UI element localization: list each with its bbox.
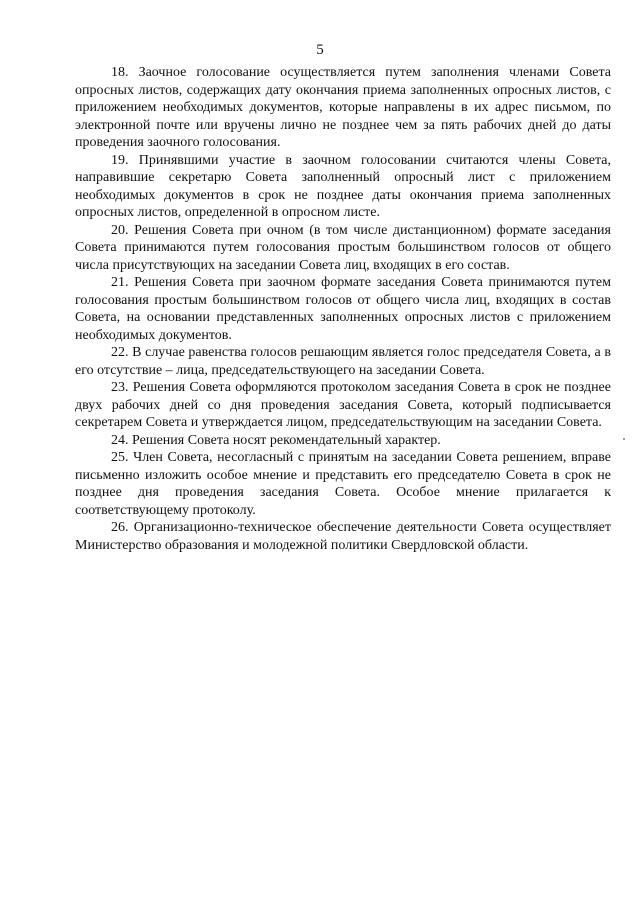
paragraph-25: 25. Член Совета, несогласный с принятым на заседании Совета решением, вправе письменно изложить особое мнение и представить его председателю Совета в срок не позднее дня проведения заседания Совета. Особое мнение прилагается к соответствующему протоколу. (75, 450, 611, 518)
paragraph-23: 23. Решения Совета оформляются протоколом заседания Совета в срок не позднее двух рабочих дней со дня проведения заседания Совета, который подписывается секретарем Совета и утверждается лицом, председательствующим на заседании Совета. (75, 380, 611, 430)
paragraph-18: 18. Заочное голосование осуществляется путем заполнения членами Совета опросных листов, содержащих дату окончания приема заполненных опросных листов, с приложением необходимых документов, которые направлены в их адрес письмом, по электронной почте или вручены лично не позднее чем за пять рабочих дней до даты проведения заочного голосования. (75, 65, 611, 150)
page-number: 5 (316, 42, 324, 58)
paragraph-22: 22. В случае равенства голосов решающим является голос председателя Совета, а в его отсутствие – лица, председательствующего на заседании Совета. (75, 345, 611, 378)
document-body (75, 64, 611, 554)
paragraph-26: 26. Организационно-техническое обеспечение деятельности Совета осуществляет Министерство образования и молодежной политики Свердловской области. (75, 520, 611, 553)
scan-speck (623, 438, 625, 440)
paragraph-20: 20. Решения Совета при очном (в том числе дистанционном) формате заседания Совета принимаются путем голосования простым большинством голосов от общего числа присутствующих на заседании Совета лиц, входящих в его состав. (75, 222, 611, 273)
paragraph-24: 24. Решения Совета носят рекомендательный характер. (111, 432, 441, 448)
paragraph-19: 19. Принявшими участие в заочном голосовании считаются члены Совета, направившие секретарю Совета заполненный опросный лист с приложением необходимых документов в срок не позднее даты окончания приема заполненных опросных листов, определенной в опросном листе. (75, 152, 611, 220)
paragraph-21: 21. Решения Совета при заочном формате заседания Совета принимаются путем голосования простым большинством голосов от общего числа лиц, входящих в состав Совета, на основании представленных заполненных опросных листов с приложением необходимых документов. (75, 275, 611, 343)
